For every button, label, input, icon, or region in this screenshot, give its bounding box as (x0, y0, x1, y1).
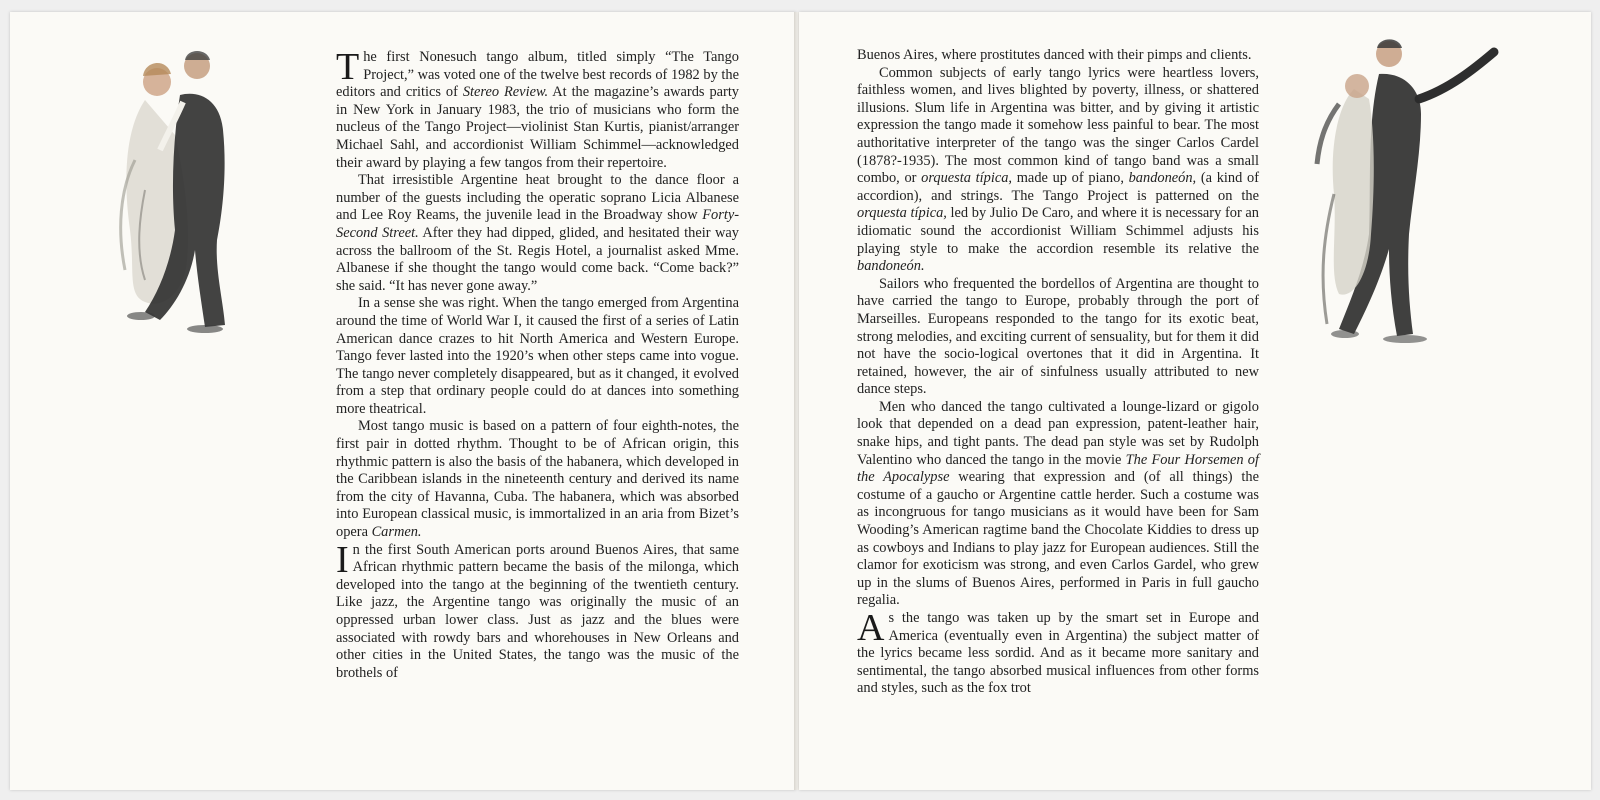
drop-cap: A (857, 607, 885, 649)
italic-text-run: bandoneón, (1128, 170, 1197, 187)
paragraph (336, 46, 740, 172)
text-run: In a sense she was right. When the tango emerged from Argentina around the time of World War I, it caused the first of a series of Latin American dance crazes to hit North America and Western Europe. Tango fever lasted into the 1920’s when other steps came into vogue. The tango never completely disappeared, but as it changed, it evolved from a step that ordinary people could do at dances into something more theatrical. (336, 295, 739, 417)
text-run: Men who danced the tango cultivated a lounge-lizard or gigolo look that depended on a dead pan expression, patent-leather hair, snake hips, and tight pants. The dead pan style was set by Rudolph Valentino who danced the tango in the movie (857, 398, 1259, 468)
text-run: At the magazine’s awards party in New York in January 1983, the trio of musicians who form the nucleus of the Tango Project—violinist Stan Kurtis, pianist/arranger Michael Sahl, and accordionist William Schimmel—acknowledged their award by playing a few tangos from their repertoire. (336, 84, 740, 171)
italic-text-run: Carmen. (371, 524, 422, 541)
drop-cap: T (336, 46, 360, 88)
left-page (10, 12, 796, 790)
paragraph (857, 607, 1259, 698)
left-text-column (336, 46, 740, 682)
italic-text-run: The Four Horsemen of the Apocalypse (857, 451, 1259, 486)
text-run: Most tango music is based on a pattern of four eighth-notes, the first pair in dotted rhythm. Thought to be of African origin, this rhythmic pattern is also the basis of the habanera, which developed in the Caribbean islands in the nineteenth century and derived its name from the city of Havanna, Cuba. The habanera, which was absorbed into European classical music, is immortalized in an aria from Bizet’s opera (336, 418, 739, 541)
paragraph (857, 47, 1259, 65)
paragraph (857, 399, 1259, 610)
italic-text-run: orquesta típica, (921, 170, 1013, 187)
italic-text-run: Stereo Review. (462, 84, 549, 101)
text-run: Common subjects of early tango lyrics were heartless lovers, faithless women, and lives blighted by poverty, illness, or shattered illusions. Slum life in Argentina was bitter, and by giving it artistic expression the tango made it somehow less painful to bear. The most authoritative interpreter of the tango was the singer Carlos Cardel (1878?-1935). The most common kind of tango band was a small combo, or (857, 64, 1259, 187)
text-run: led by Julio De Caro, and where it is necessary for an idiomatic sound the accordionist William Schimmel adjusts his playing style to make the accordion resemble its relative the (857, 205, 1259, 257)
text-run: Buenos Aires, where prostitutes danced with their pimps and clients. (857, 47, 1252, 63)
italic-text-run: bandoneón. (857, 258, 925, 275)
italic-text-run: Forty-Second Street. (336, 207, 739, 241)
italic-text-run: orquesta típica, (857, 205, 947, 222)
text-run: After they had dipped, glided, and hesitated their way across the ballroom of the St. Regis Hotel, a journalist asked Mme. Albanese if she thought the tango would come back. “Come back?” she said. “It has never gone away.” (336, 224, 739, 294)
paragraph (857, 65, 1259, 276)
text-run: (a kind of accordion), and strings. The Tango Project is patterned on the (857, 170, 1259, 204)
paragraph (336, 172, 739, 295)
right-page (799, 12, 1591, 790)
text-run: wearing that expression and (of all things) the costume of a gaucho or Argentine cattle herder. Such a costume was as incongruous for tango musicians as it would have been for Sam Wooding’s American ragtime band the Chocolate Kiddies to dress up as cowboys and Indians to play jazz for European audiences. Still the clamor for exoticism was strong, and even Carlos Gardel, who grew up in the slums of Buenos Aires, performed in Paris in full gaucho regalia. (857, 469, 1259, 609)
drop-cap: I (336, 538, 349, 581)
paragraph (336, 295, 739, 418)
text-run: That irresistible Argentine heat brought to the dance floor a number of the guests including the operatic soprano Licia Albanese and Lee Roy Reams, the juvenile lead in the Broadway show (336, 172, 739, 224)
text-run: s the tango was taken up by the smart set in Europe and America (eventually even in Argentina) the subject matter of the lyrics became less sordid. And as it became more sanitary and sentimental, the tango absorbed musical influences from other forms and styles, such as the fox trot (857, 610, 1259, 697)
text-run: Sailors who frequented the bordellos of Argentina are thought to have carried the tango to Europe, probably through the port of Marseilles. Europeans responded to the tango for its exotic beat, strong melodies, and exciting current of sensuality, but for them it did not have the socio-logical overtones that it did in Argentina. It retained, however, the air of sinfulness usually attributed to new dance steps. (857, 275, 1259, 398)
paragraph (336, 538, 739, 683)
right-text-column (857, 47, 1259, 698)
paragraph (336, 418, 739, 541)
tango-couple-illustration-left (105, 40, 270, 340)
text-run: n the first South American ports around Buenos Aires, that same African rhythmic pattern became the basis of the milonga, which developed into the tango at the beginning of the twentieth century. Like jazz, the Argentine tango was originally the music of an oppressed urban lower class. Just as jazz and the blues were associated with rowdy bars and whorehouses in New Orleans and other cities in the United States, the tango was the music of the brothels of (336, 541, 739, 681)
text-run: made up of piano, (1012, 170, 1129, 187)
paragraph (857, 276, 1259, 399)
tango-couple-illustration-right (1309, 34, 1509, 364)
text-run: he first Nonesuch tango album, titled simply “The Tango Project,” was voted one of the twelve best records of 1982 by the editors and critics of (336, 49, 739, 101)
